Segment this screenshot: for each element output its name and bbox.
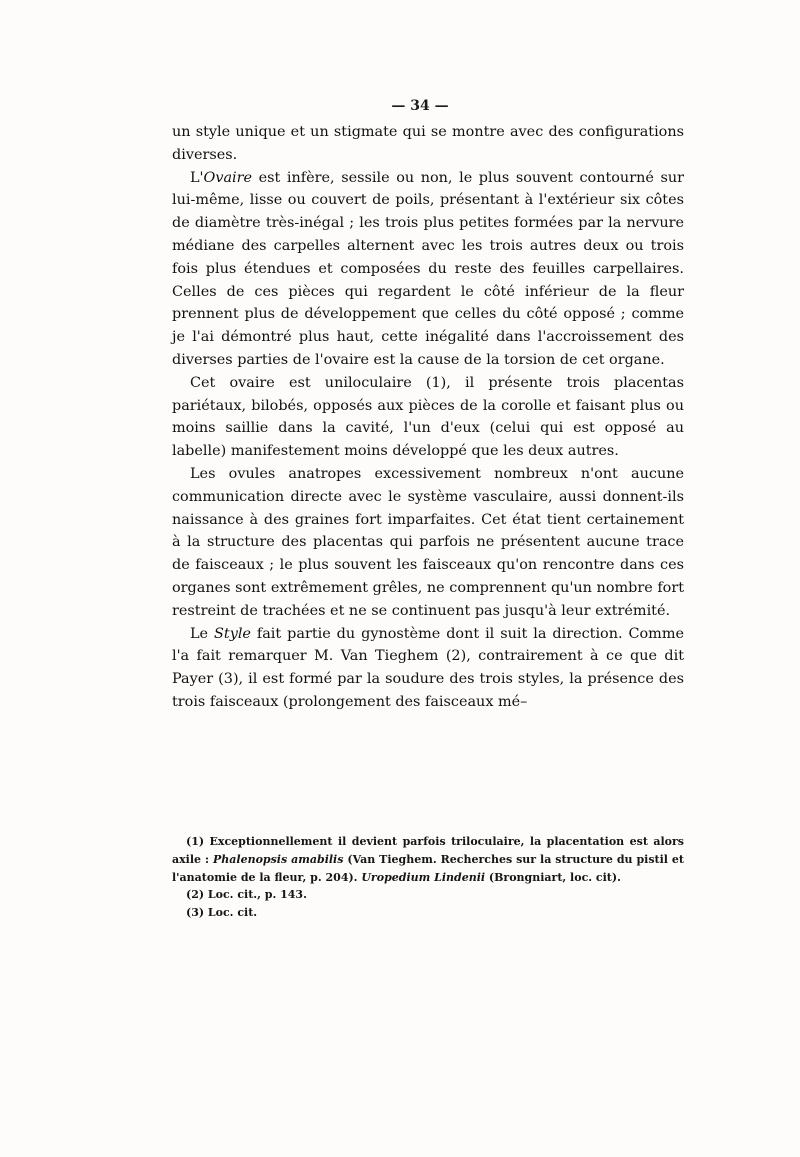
paragraph <box>172 121 684 167</box>
paragraph <box>172 463 684 623</box>
italic-text: Ovaire <box>203 169 253 186</box>
text-run: (1) Exceptionnellement il devient parfois triloculaire, la placentation est alors axile : <box>172 835 684 866</box>
italic-text: Uropedium Lindenii <box>361 870 486 884</box>
body-text <box>172 121 684 714</box>
text-run: un style unique et un stigmate qui se montre avec des configurations diverses. <box>172 124 684 163</box>
text-run: fait partie du gynostème dont il suit la direction. Comme l'a fait remarquer M. Van Tieghem (2), contrairement à ce que dit Payer (3), il est formé par la soudure des trois styles, la présence des trois faisceaux (prolongement des faisceaux mé– <box>172 625 684 710</box>
paragraph <box>172 167 684 372</box>
footnote <box>172 833 684 886</box>
text-run: L' <box>190 169 204 186</box>
text-run: Cet ovaire est uniloculaire (1), il présente trois placentas pariétaux, bilobés, opposés aux pièces de la corolle et faisant plus ou moins saillie dans la cavité, l'un d'eux (celui qui est opposé au labelle) manifestement moins développé que les deux autres. <box>172 374 684 460</box>
footnote <box>172 886 684 904</box>
footnote <box>172 904 684 922</box>
page-number: — 34 — <box>391 98 449 114</box>
text-run: (2) Loc. cit., p. 143. <box>186 888 307 902</box>
text-run: est infère, sessile ou non, le plus souvent contourné sur lui-même, lisse ou couvert de poils, présentant à l'extérieur six côtes de diamètre très-inégal ; les trois plus petites formées par la nervure médiane des carpelles alternent avec les trois autres deux ou trois fois plus étendues et composées du reste des feuilles carpellaires. Celles de ces pièces qui regardent le côté inférieur de la fleur prennent plus de développement que celles du côté opposé ; comme je l'ai démontré plus haut, cette inégalité dans l'accroissement des diverses parties de l'ovaire est la cause de la torsion de cet organe. <box>172 169 684 368</box>
text-run: (Brongniart, loc. cit). <box>485 870 621 884</box>
text-run: Les ovules anatropes excessivement nombreux n'ont aucune communication directe avec le système vasculaire, aussi donnent-ils naissance à des graines fort imparfaites. Cet état tient certainement à la structure des placentas qui parfois ne présentent aucune trace de faisceaux ; le plus souvent les faisceaux qu'on rencontre dans ces organes sont extrêmement grêles, ne comprennent qu'un nombre fort restreint de trachées et ne se continuent pas jusqu'à leur extrémité. <box>172 465 684 619</box>
paragraph <box>172 623 684 714</box>
text-run: (Van Tieghem. Recherches sur la structure du pistil et l'anatomie de la fleur, p. 204). <box>172 852 684 884</box>
text-run: Le <box>190 625 215 642</box>
text-run: (3) Loc. cit. <box>186 906 258 920</box>
footnotes <box>172 833 684 922</box>
italic-text: Style <box>214 625 251 642</box>
italic-text: Phalenopsis amabilis <box>213 852 344 866</box>
paragraph <box>172 372 684 463</box>
